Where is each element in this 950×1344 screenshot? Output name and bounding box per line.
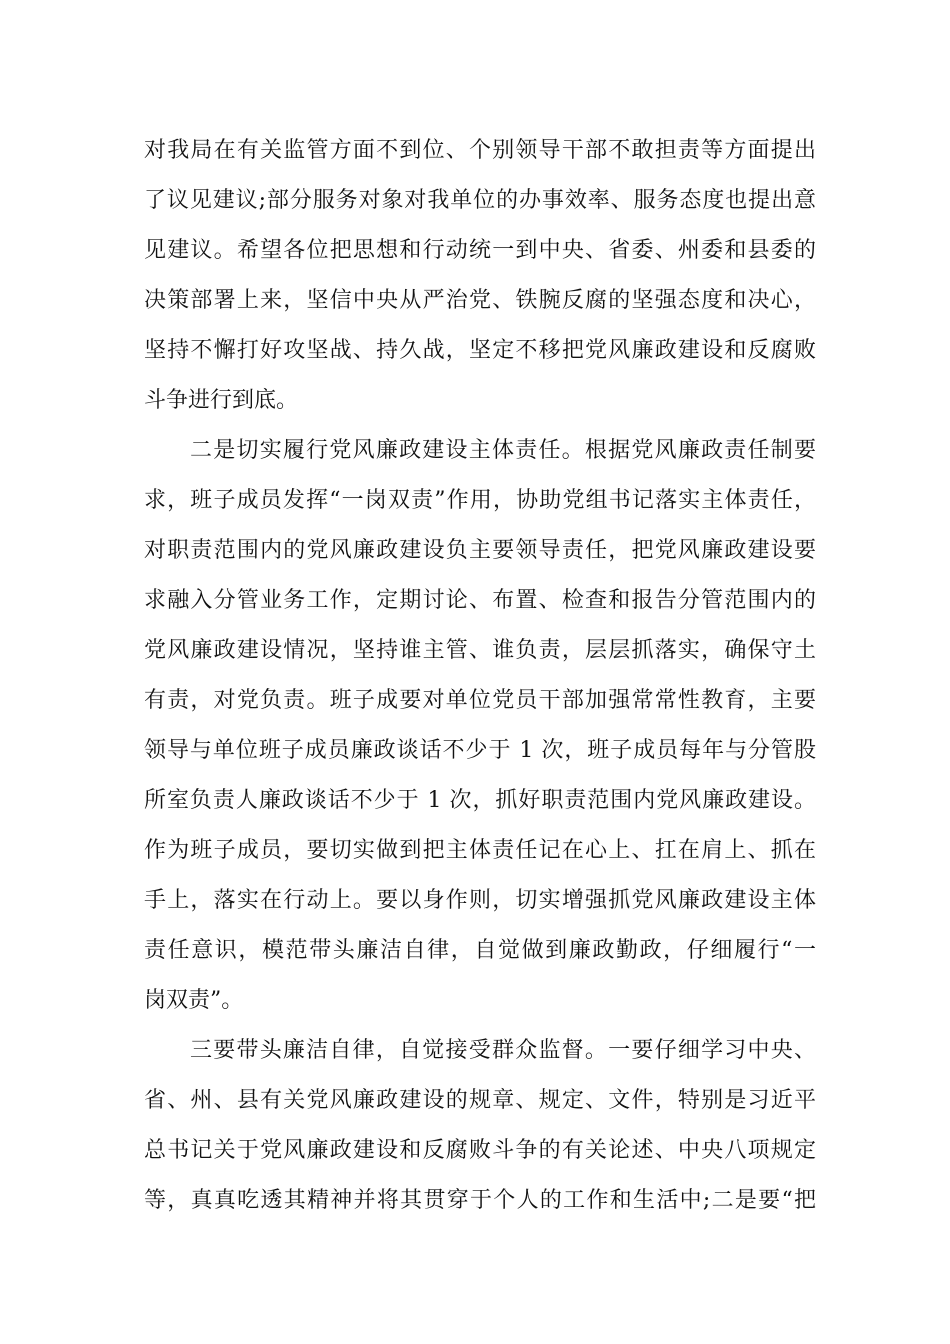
paragraph-line: 坚持不懈打好攻坚战、持久战，坚定不移把党风廉政建设和反腐败 [144, 338, 816, 363]
paragraph-line: 了议见建议;部分服务对象对我单位的办事效率、服务态度也提出意 [144, 188, 816, 213]
paragraph-line: 领导与单位班子成员廉政谈话不少于 1 次，班子成员每年与分管股 [144, 738, 816, 763]
paragraph-line: 党风廉政建设情况，坚持谁主管、谁负责，层层抓落实，确保守土 [144, 638, 816, 663]
paragraph-line: 等，真真吃透其精神并将其贯穿于个人的工作和生活中;二是要“把 [144, 1188, 816, 1213]
paragraph-line: 对职责范围内的党风廉政建设负主要领导责任，把党风廉政建设要 [144, 538, 816, 563]
paragraph-line: 求，班子成员发挥“一岗双责”作用，协助党组书记落实主体责任， [144, 488, 816, 513]
paragraph-line: 决策部署上来，坚信中央从严治党、铁腕反腐的坚强态度和决心， [144, 288, 816, 313]
paragraph-line: 见建议。希望各位把思想和行动统一到中央、省委、州委和县委的 [144, 238, 816, 263]
paragraph-line: 手上，落实在行动上。要以身作则，切实增强抓党风廉政建设主体 [144, 888, 816, 913]
paragraph-line: 省、州、县有关党风廉政建设的规章、规定、文件，特别是习近平 [144, 1088, 816, 1113]
paragraph-line: 二是切实履行党风廉政建设主体责任。根据党风廉政责任制要 [190, 438, 816, 463]
paragraph-1 [144, 126, 816, 426]
paragraph-line: 所室负责人廉政谈话不少于 1 次，抓好职责范围内党风廉政建设。 [144, 788, 816, 813]
paragraph-line: 求融入分管业务工作，定期讨论、布置、检查和报告分管范围内的 [144, 588, 816, 613]
paragraph-2 [144, 426, 816, 1026]
paragraph-line: 岗双责”。 [144, 988, 244, 1013]
paragraph-line: 三要带头廉洁自律，自觉接受群众监督。一要仔细学习中央、 [190, 1038, 816, 1063]
paragraph-line: 责任意识，模范带头廉洁自律，自觉做到廉政勤政，仔细履行“一 [144, 938, 816, 963]
paragraph-3 [144, 1026, 816, 1226]
paragraph-line: 对我局在有关监管方面不到位、个别领导干部不敢担责等方面提出 [144, 138, 816, 163]
paragraph-line: 总书记关于党风廉政建设和反腐败斗争的有关论述、中央八项规定 [144, 1138, 816, 1163]
paragraph-line: 斗争进行到底。 [144, 388, 299, 413]
paragraph-line: 有责，对党负责。班子成要对单位党员干部加强常常性教育，主要 [144, 688, 816, 713]
paragraph-line: 作为班子成员，要切实做到把主体责任记在心上、扛在肩上、抓在 [144, 838, 816, 863]
